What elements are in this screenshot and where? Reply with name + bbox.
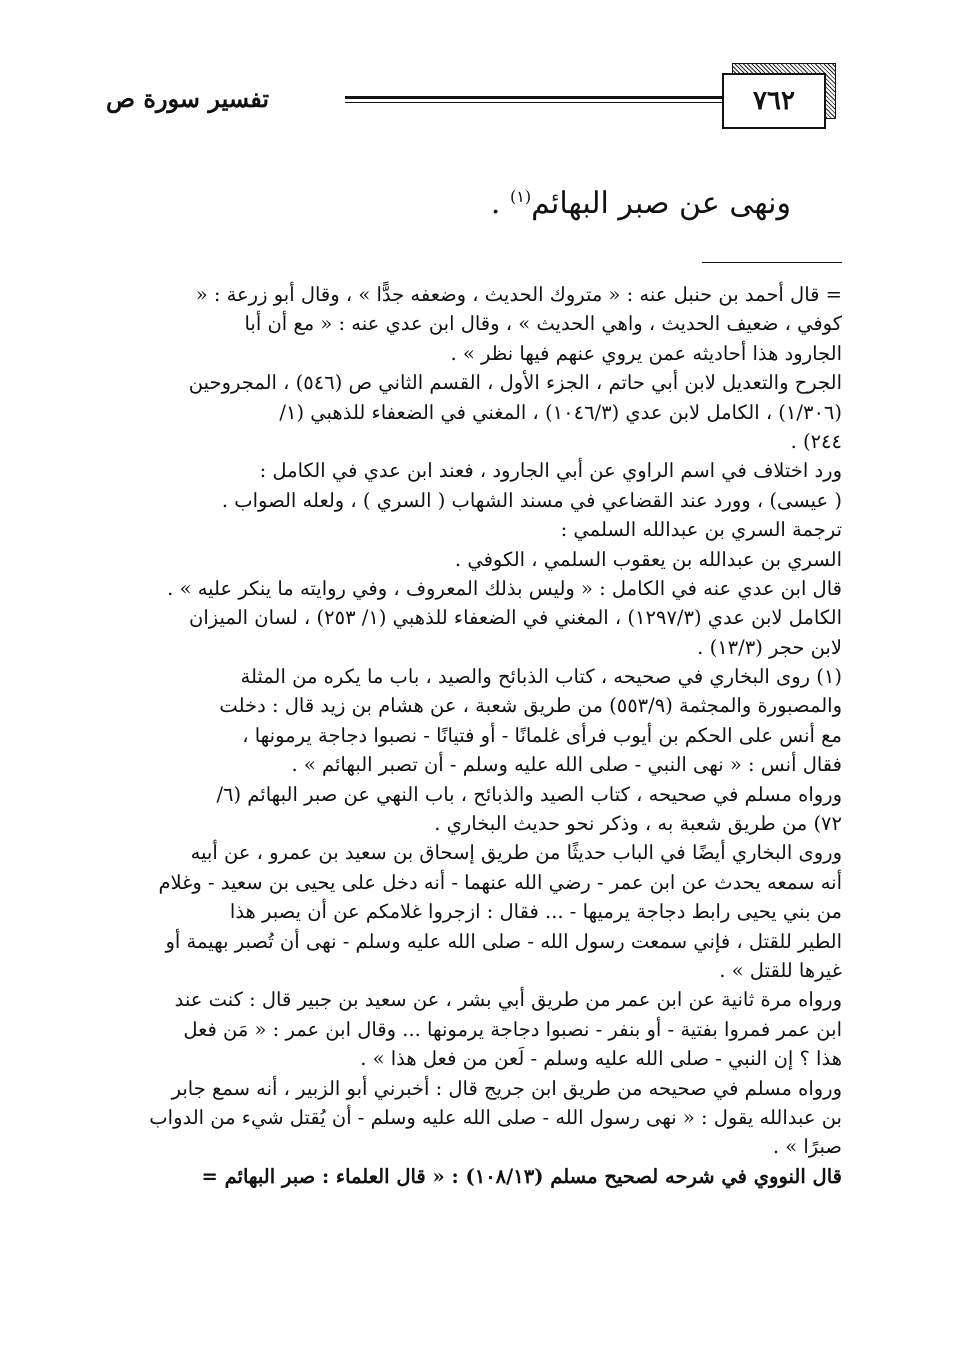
- footnote-line: هذا ؟ إن النبي - صلى الله عليه وسلم - لَعن من فعل هذا » .: [360, 1047, 842, 1071]
- footnote-line: (١) روى البخاري في صحيحه ، كتاب الذبائح والصيد ، باب ما يكره من المثلة: [240, 665, 842, 689]
- footnote-line: ترجمة السري بن عبدالله السلمي :: [560, 518, 842, 542]
- footnote-line: الجارود هذا أحاديثه عمن يروي عنهم فيها نظر » .: [450, 341, 842, 365]
- footnote-line: (١/٣٠٦) ، الكامل لابن عدي (١٠٤٦/٣) ، المغني في الضعفاء للذهبي (١/: [279, 400, 842, 424]
- footnote-line: ( عيسى) ، وورد عند القضاعي في مسند الشهاب ( السري ) ، ولعله الصواب .: [221, 488, 842, 512]
- header-rule: [345, 96, 722, 103]
- main-text-end-mark: .: [490, 186, 501, 221]
- footnote-line: لابن حجر (١٣/٣) .: [697, 635, 842, 659]
- footnote-line: السري بن عبدالله بن يعقوب السلمي ، الكوفي .: [454, 547, 842, 571]
- footnote-line: من بني يحيى رابط دجاجة يرميها - ... فقال : ازجروا غلامكم عن أن يصبر هذا: [229, 900, 842, 924]
- footnote-line: فقال أنس : « نهى النبي - صلى الله عليه وسلم - أن تصبر البهائم » .: [291, 753, 842, 777]
- footnote-line: ابن عمر فمروا بفتية - أو بنفر - نصبوا دجاجة يرمونها ... وقال ابن عمر : « مَن فعل: [183, 1017, 842, 1041]
- footnote-line: صبرًا » .: [772, 1135, 842, 1159]
- footnote-line: غيرها للقتل » .: [719, 958, 842, 982]
- footnote-line: مع أنس على الحكم بن أيوب فرأى غلمانًا - أو فتيانًا - نصبوا دجاجة يرمونها ،: [242, 723, 842, 747]
- footnote-line: بن عبدالله يقول : « نهى رسول الله - صلى الله عليه وسلم - أن يُقتل شيء من الدواب: [149, 1105, 842, 1129]
- footnote-line: وروى البخاري أيضًا في الباب حديثًا من طريق إسحاق بن سعيد بن عمرو ، عن أبيه: [190, 841, 842, 865]
- footnote-separator: [702, 262, 842, 263]
- footnote-line: والمصبورة والمجثمة (٥٥٣/٩) من طريق شعبة ، عن هشام بن زيد قال : دخلت: [219, 694, 842, 718]
- main-text: ونهى عن صبر البهائم: [531, 186, 791, 221]
- footnote-line: ورواه مسلم في صحيحه من طريق ابن جريج قال : أخبرني أبو الزبير ، أنه سمع جابر: [171, 1076, 842, 1100]
- footnote-line: الجرح والتعديل لابن أبي حاتم ، الجزء الأول ، القسم الثاني ص (٥٤٦) ، المجروحين: [188, 371, 842, 395]
- footnote-line: الكامل لابن عدي (١٢٩٧/٣) ، المغني في الضعفاء للذهبي (١/ ٢٥٣) ، لسان الميزان: [189, 606, 842, 630]
- footnote-line: ورواه مسلم في صحيحه ، كتاب الصيد والذبائح ، باب النهي عن صبر البهائم (٦/: [216, 782, 842, 806]
- page-number-box: [722, 63, 834, 127]
- footnote-line: كوفي ، ضعيف الحديث ، واهي الحديث » ، وقال ابن عدي عنه : « مع أن أبا: [244, 312, 842, 336]
- footnotes: [104, 280, 842, 1191]
- footnote-reference: (١): [509, 187, 532, 206]
- footnote-line: ٢٤٤) .: [790, 429, 842, 453]
- running-title: تفسير سورة ص: [106, 84, 270, 113]
- main-text-line: [491, 186, 791, 221]
- footnote-line: ورد اختلاف في اسم الراوي عن أبي الجارود ، فعند ابن عدي في الكامل :: [259, 459, 842, 483]
- footnote-line: أنه سمعه يحدث عن ابن عمر - رضي الله عنهما - أنه دخل على يحيى بن سعيد - وغلام: [158, 870, 842, 894]
- footnote-line: ورواه مرة ثانية عن ابن عمر من طريق أبي بشر ، عن سعيد بن جبير قال : كنت عند: [174, 988, 842, 1012]
- footnote-line: قال ابن عدي عنه في الكامل : « وليس بذلك المعروف ، وفي روايته ما ينكر عليه » .: [167, 576, 842, 600]
- footnote-line-bold: قال النووي في شرحه لصحيح مسلم (١٠٨/١٣) : « قال العلماء : صبر البهائم =: [201, 1164, 842, 1188]
- footnote-line: = قال أحمد بن حنبل عنه : « متروك الحديث ، وضعفه جدًّا » ، وقال أبو زرعة : «: [195, 283, 842, 306]
- page-number: ٧٦٢: [722, 73, 826, 129]
- footnote-line: ٧٢) من طريق شعبة به ، وذكر نحو حديث البخاري .: [434, 812, 842, 836]
- footnote-line: الطير للقتل ، فإني سمعت رسول الله - صلى الله عليه وسلم - نهى أن تُصبر بهيمة أو: [165, 929, 842, 953]
